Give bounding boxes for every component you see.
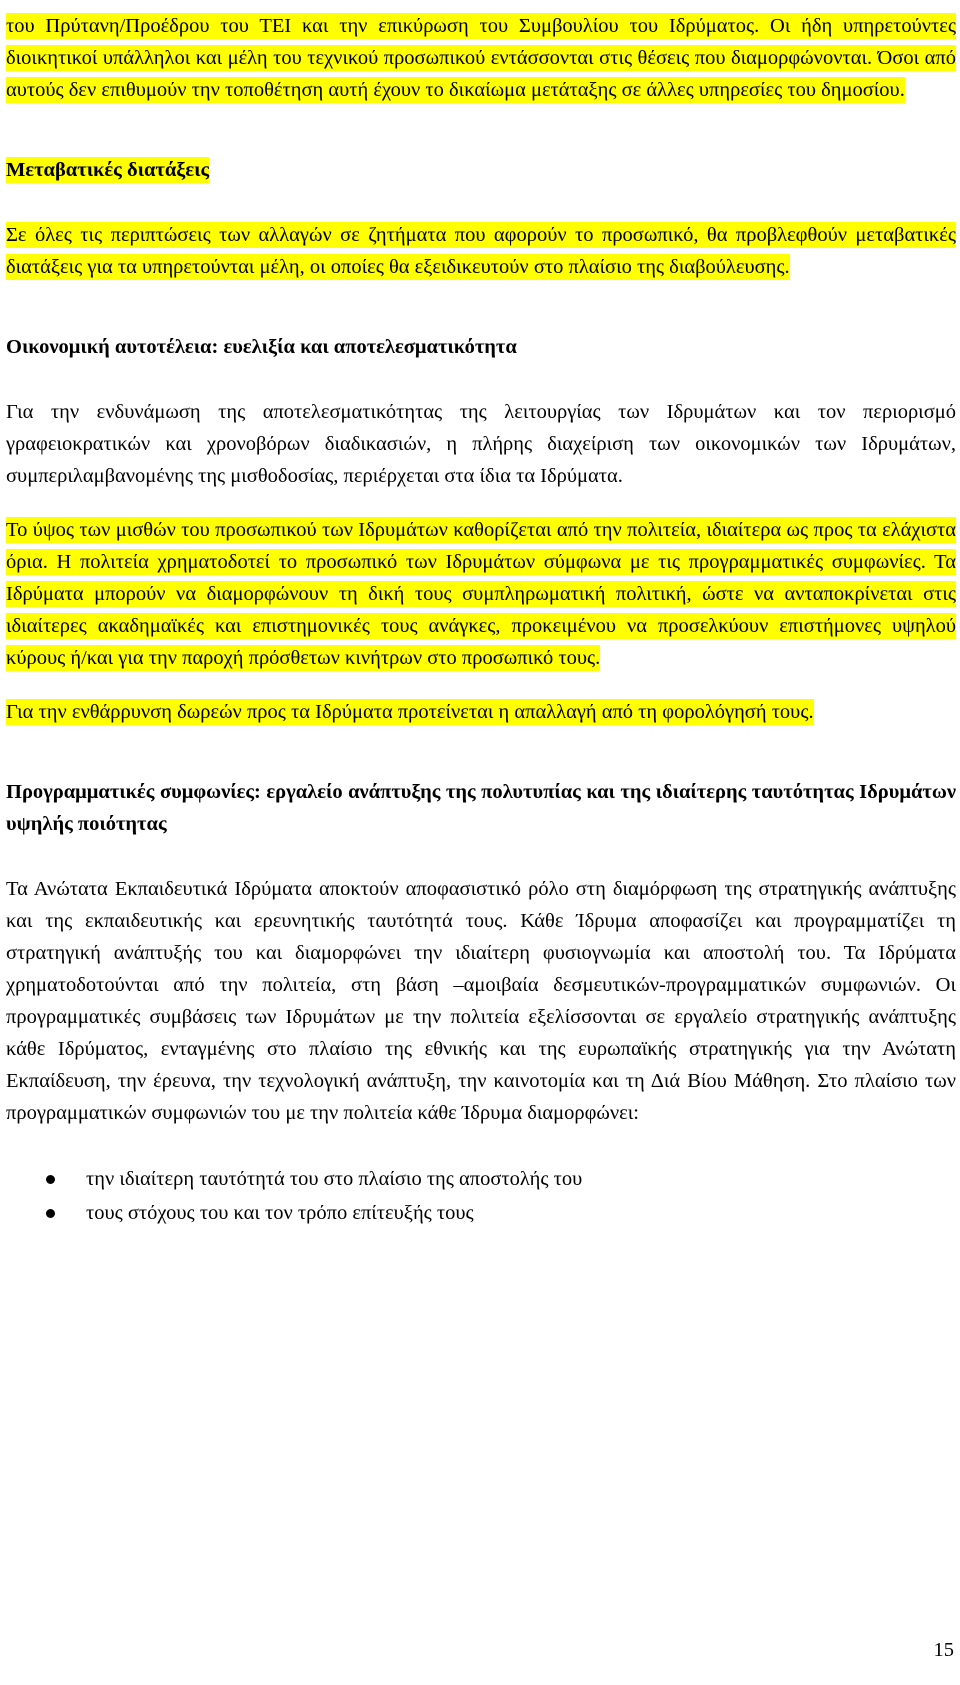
bullet-list xyxy=(6,1162,956,1230)
list-item: την ιδιαίτερη ταυτότητά του στο πλαίσιο της αποστολής του xyxy=(46,1162,956,1196)
programmatic-paragraph: Τα Ανώτατα Εκπαιδευτικά Ιδρύματα αποκτούν αποφασιστικό ρόλο στη διαμόρφωση της στρατηγικής ανάπτυξης και της εκπαιδευτικής και ερευνητικής ταυτότητά τους. Κάθε Ίδρυμα αποφασίζει και προγραμματίζει τη στρατηγική ανάπτυξής του και διαμορφώνει την ιδιαίτερη φυσιογνωμία και αποστολή του. Τα Ιδρύματα χρηματοδοτούνται από την πολιτεία, στη βάση –αμοιβαία δεσμευτικών-προγραμματικών συμφωνιών. Οι προγραμματικές συμβάσεις των Ιδρυμάτων με την πολιτεία εξελίσσονται σε εργαλείο στρατηγικής ανάπτυξης κάθε Ιδρύματος, ενταγμένης στο πλαίσιο της εθνικής και της ευρωπαϊκής στρατηγικής για την Ανώτατη Εκπαίδευση, την έρευνα, την τεχνολογική ανάπτυξη, την καινοτομία και τη Διά Βίου Μάθηση. Στο πλαίσιο των προγραμματικών συμφωνιών του με την πολιτεία κάθε Ίδρυμα διαμορφώνει: xyxy=(6,878,956,1124)
intro-paragraph-text: του Πρύτανη/Προέδρου του ΤΕΙ και την επικύρωση του Συμβουλίου του Ιδρύματος. Οι ήδη υπηρετούντες διοικητικοί υπάλληλοι και μέλη του τεχνικού προσωπικού εντάσσονται στις θέσεις που διαμορφώνονται. Όσοι από αυτούς δεν επιθυμούν την τοποθέτηση αυτή έχουν το δικαίωμα μετάταξης σε άλλες υπηρεσίες του δημοσίου. xyxy=(6,15,956,101)
financial-paragraph-2-text: Το ύψος των μισθών του προσωπικού των Ιδρυμάτων καθορίζεται από την πολιτεία, ιδιαίτερα ως προς τα ελάχιστα όρια. Η πολιτεία χρηματοδοτεί το προσωπικό των Ιδρυμάτων σύμφωνα με τις προγραμματικές συμφωνίες. Τα Ιδρύματα μπορούν να διαμορφώνουν τη δική τους συμπληρωματική πολιτική, ώστε να ανταποκρίνεται στις ιδιαίτερες ακαδημαϊκές και επιστημονικές τους ανάγκες, προκειμένου να προσελκύουν επιστήμονες υψηλού κύρους ή/και για την παροχή πρόσθετων κινήτρων στο προσωπικό τους. xyxy=(6,519,956,669)
transitional-paragraph xyxy=(6,219,956,283)
programmatic-heading: Προγραμματικές συμφωνίες: εργαλείο ανάπτυξης της πολυτυπίας και της ιδιαίτερης ταυτότητας Ιδρυμάτων υψηλής ποιότητας xyxy=(6,781,956,835)
financial-paragraph-3-text: Για την ενθάρρυνση δωρεών προς τα Ιδρύματα προτείνεται η απαλλαγή από τη φορολόγησή τους. xyxy=(6,701,814,723)
page-number: 15 xyxy=(933,1639,954,1661)
financial-paragraph-1: Για την ενδυνάμωση της αποτελεσματικότητας της λειτουργίας των Ιδρυμάτων και τον περιορισμό γραφειοκρατικών και χρονοβόρων διαδικασιών, η πλήρης διαχείριση των οικονομικών των Ιδρυμάτων, συμπεριλαμβανομένης της μισθοδοσίας, περιέρχεται στα ίδια τα Ιδρύματα. xyxy=(6,401,956,487)
intro-paragraph xyxy=(6,10,956,106)
transitional-paragraph-text: Σε όλες τις περιπτώσεις των αλλαγών σε ζητήματα που αφορούν το προσωπικό, θα προβλεφθούν μεταβατικές διατάξεις για τα υπηρετούνται μέλη, οι οποίες θα εξειδικευτούν στο πλαίσιο της διαβούλευσης. xyxy=(6,224,956,278)
document-page xyxy=(6,10,956,1230)
financial-heading: Οικονομική αυτοτέλεια: ευελιξία και αποτελεσματικότητα xyxy=(6,336,517,358)
transitional-heading xyxy=(6,154,956,186)
list-item: τους στόχους του και τον τρόπο επίτευξής τους xyxy=(46,1196,956,1230)
financial-paragraph-3 xyxy=(6,696,956,728)
transitional-heading-text: Μεταβατικές διατάξεις xyxy=(6,159,210,181)
financial-paragraph-2 xyxy=(6,514,956,674)
